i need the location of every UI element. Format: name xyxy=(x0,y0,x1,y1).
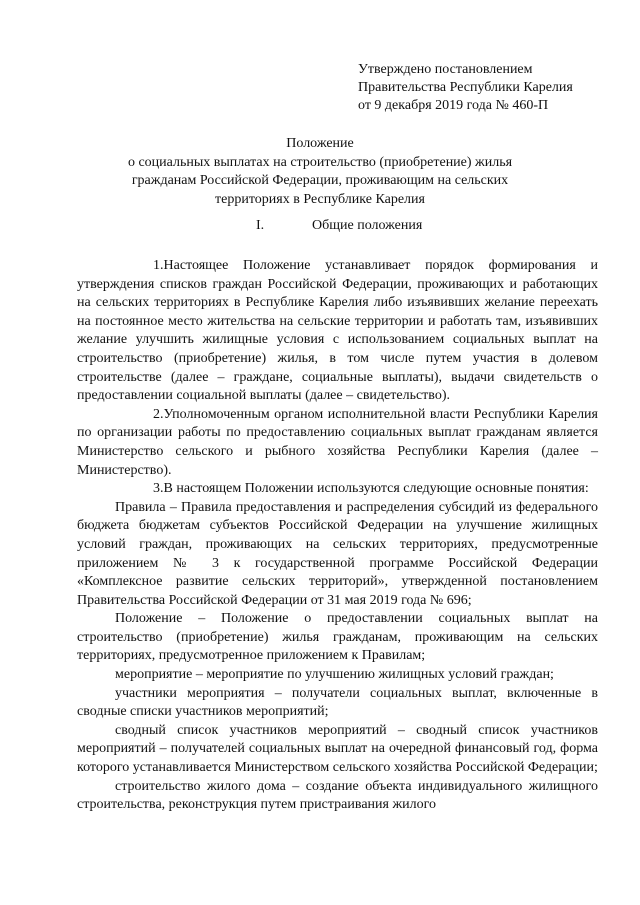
paragraph-text: Положение – Положение о предоставлении социальных выплат на строительство (приобретение) жилья гражданам, проживающим на сельских территориях, предусмотренное приложением к Правилам; xyxy=(77,611,598,664)
paragraph xyxy=(77,499,598,611)
title-line: Положение xyxy=(286,136,354,151)
paragraph-text: строительство жилого дома – создание объекта индивидуального жилищного строительства, реконструкция путем пристраивания жилого xyxy=(77,778,598,813)
title-line: гражданам Российской Федерации, проживающим на сельских xyxy=(131,173,509,189)
title-line: о социальных выплатах на строительство (приобретение) жилья xyxy=(127,154,513,170)
paragraph-text: Уполномоченным органом исполнительной власти Республики Карелия по организации работы по предоставлению социальных выплат гражданам является Министерство сельского и рыбного хозяйства Республики Карелия (далее – Министерство). xyxy=(77,406,598,478)
paragraph-number: 1. xyxy=(153,258,164,273)
approval-line: от 9 декабря 2019 года № 460-П xyxy=(358,98,549,113)
paragraph-number: 3. xyxy=(153,481,164,497)
paragraph-text: сводный список участников мероприятий – сводный список участников мероприятий – получателей социальных выплат на очередной финансовый год, форма которого устанавливается Министерством сельского хозяйства Российской Федерации; xyxy=(77,722,598,776)
paragraph-text: мероприятие – мероприятие по улучшению жилищных условий граждан; xyxy=(115,667,554,683)
paragraph xyxy=(77,666,598,685)
paragraph-text: Правила – Правила предоставления и распределения субсидий из федерального бюджета бюджетам субъектов Российской Федерации на улучшение жилищных условий граждан, проживающих на сельских территориях, предусмотренные приложением № 3 к государственной программе Российской Федерации «Комплексное развитие сельских территорий», утвержденной постановлением Правительства Российской Федерации от 31 мая 2019 года № 696; xyxy=(77,499,598,608)
paragraph xyxy=(77,778,598,815)
paragraph-number: 2. xyxy=(153,406,164,422)
paragraph-text: В настоящем Положении используются следующие основные понятия: xyxy=(163,481,589,497)
approval-stamp xyxy=(358,61,628,115)
paragraph-text: участники мероприятия – получатели социальных выплат, включенные в сводные списки участников мероприятий; xyxy=(77,685,598,720)
paragraph xyxy=(77,480,598,499)
paragraph xyxy=(77,257,598,406)
paragraph xyxy=(77,685,598,722)
paragraph xyxy=(77,722,598,778)
document-title xyxy=(60,135,580,209)
document-body xyxy=(77,257,598,815)
approval-line: Утверждено постановлением xyxy=(358,62,533,77)
paragraph xyxy=(77,406,598,480)
section-number: I. xyxy=(256,218,265,233)
approval-line: Правительства Республики Карелия xyxy=(358,80,573,95)
title-line: территориях в Республике Карелия xyxy=(215,191,425,207)
paragraph xyxy=(77,610,598,666)
section-name: Общие положения xyxy=(312,218,423,233)
paragraph-text: Настоящее Положение устанавливает порядок формирования и утверждения списков граждан Российской Федерации, проживающих и работающих на сельских территориях в Республике Карелия либо изъявивших желание переехать на постоянное место жительства на сельские территории и работать там, изъявивших желание улучшить жилищные условия с использованием социальных выплат на строительство (приобретение) жилья, в том числе путем участия в долевом строительстве (далее – граждане, социальные выплаты), выдачи свидетельств о предоставлении социальной выплаты (далее – свидетельство). xyxy=(77,258,598,404)
